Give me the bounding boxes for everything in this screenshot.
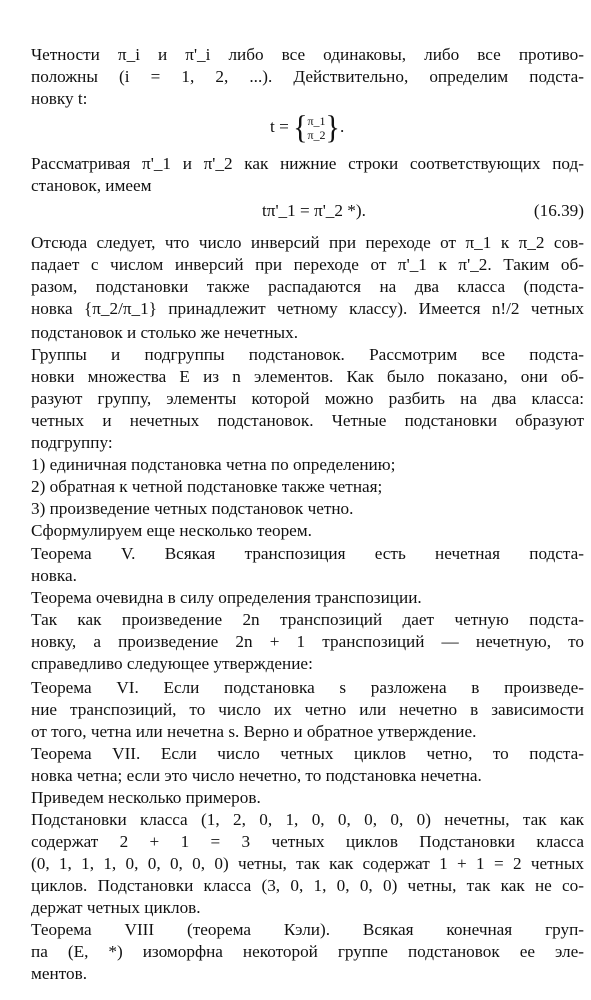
text-line <box>31 44 584 66</box>
text-line: новку t: <box>31 89 88 108</box>
equation-16-39: tπ'_1 = π'_2 *). <box>262 201 366 220</box>
text-line: циклов. Подстановки класса (3, 0, 1, 0, 0, 0) четны, так как не со- <box>31 876 584 895</box>
section-heading-line: Группы и подгруппы подстановок. Рассмотрим все подста- <box>31 345 584 364</box>
text-line: разуют группу, элементы которой можно разбить на два класса: <box>31 389 584 408</box>
theorem-line: ментов. <box>31 964 87 983</box>
text-line: Сформулируем еще несколько теорем. <box>31 521 312 540</box>
text-line: справедливо следующее утверждение: <box>31 654 313 673</box>
text-line: Рассматривая π'_1 и π'_2 как нижние строки соответствующих под- <box>31 154 584 173</box>
theorem-line: от того, четна или нечетна s. Верно и обратное утверждение. <box>31 722 477 741</box>
text-line: разом, подстановки также распадаются на два класса (подста- <box>31 277 584 296</box>
text-line: новку, а произведение 2n + 1 транспозиций — нечетную, то <box>31 632 584 651</box>
text-line: держат четных циклов. <box>31 898 201 917</box>
text-line: Теорема очевидна в силу определения транспозиции. <box>31 588 422 607</box>
theorem-line: Теорема VI. Если подстановка s разложена в произведе- <box>31 678 584 697</box>
equation-t: t = { π_1 π_2 }. <box>270 109 345 146</box>
text-line: содержат 2 + 1 = 3 четных циклов Подстановки класса <box>31 832 584 851</box>
theorem-line: Теорема V. Всякая транспозиция есть нечетная подста- <box>31 544 584 563</box>
text-line: падает с числом инверсий при переходе от π'_1 к π'_2. Таким об- <box>31 255 584 274</box>
theorem-line: Теорема VIII (теорема Кэли). Всякая конечная груп- <box>31 920 584 939</box>
list-item: 2) обратная к четной подстановке также четная; <box>31 477 383 496</box>
text-line: подгруппу: <box>31 433 113 452</box>
text-line: Приведем несколько примеров. <box>31 788 261 807</box>
text-line: новка {π_2/π_1} принадлежит четному классу). Имеется n!/2 четных <box>31 299 584 318</box>
theorem-line: па (E, *) изоморфна некоторой группе подстановок ее эле- <box>31 942 584 961</box>
text-line: Подстановки класса (1, 2, 0, 1, 0, 0, 0, 0, 0) нечетны, так как <box>31 810 584 829</box>
text-line: положны (i = 1, 2, ...). Действительно, определим подста- <box>31 67 584 86</box>
list-item: 3) произведение четных подстановок четно. <box>31 499 354 518</box>
text-line: новки множества E из n элементов. Как было показано, они об- <box>31 367 584 386</box>
text-line: Так как произведение 2n транспозиций дает четную подста- <box>31 610 584 629</box>
theorem-line: новка четна; если это число нечетно, то подстановка нечетна. <box>31 766 482 785</box>
list-item: 1) единичная подстановка четна по определению; <box>31 455 396 474</box>
text-line: (0, 1, 1, 1, 0, 0, 0, 0, 0) четны, так как содержат 1 + 1 = 2 четных <box>31 854 584 873</box>
text-line: подстановок и столько же нечетных. <box>31 323 299 342</box>
theorem-line: Теорема VII. Если число четных циклов четно, то подста- <box>31 744 584 763</box>
equation-number: (16.39) <box>533 201 584 220</box>
text-line: четных и нечетных подстановок. Четные подстановки образуют <box>31 411 584 430</box>
theorem-line: новка. <box>31 566 77 585</box>
line-1: Четности π_i и π'_i либо все одинаковы, либо все противо- <box>31 45 584 64</box>
text-line: становок, имеем <box>31 176 152 195</box>
theorem-line: ние транспозиций, то число их четно или нечетно в зависимости <box>31 700 584 719</box>
text-line: Отсюда следует, что число инверсий при переходе от π_1 к π_2 сов- <box>31 233 584 252</box>
